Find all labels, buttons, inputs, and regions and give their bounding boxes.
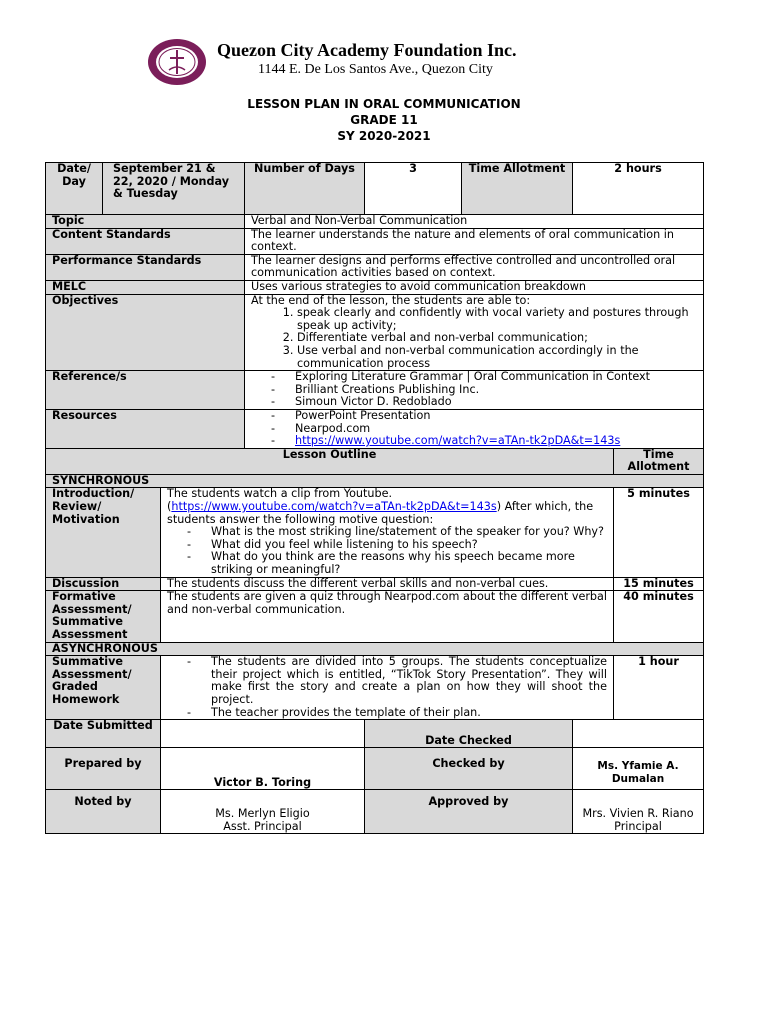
noted-by-label: Noted by bbox=[46, 790, 161, 834]
prepared-row bbox=[46, 748, 704, 790]
objectives-cell bbox=[245, 294, 704, 371]
melc-value: Uses various strategies to avoid communication breakdown bbox=[245, 280, 704, 294]
reference-item: - Brilliant Creations Publishing Inc. bbox=[271, 384, 697, 397]
discussion-label: Discussion bbox=[46, 577, 161, 591]
motive-questions-list bbox=[167, 526, 607, 576]
resource-item: - PowerPoint Presentation bbox=[271, 410, 697, 423]
intro-youtube-link[interactable]: https://www.youtube.com/watch?v=aTAn-tk2pDA&t=143s bbox=[171, 500, 497, 514]
intro-paren: ( bbox=[167, 500, 172, 514]
prepared-by-label: Prepared by bbox=[46, 748, 161, 790]
summative-row bbox=[46, 656, 704, 720]
date-checked-value bbox=[573, 720, 704, 748]
summative-list bbox=[167, 656, 607, 719]
introduction-row bbox=[46, 488, 704, 577]
objective-item: 1. speak clearly and confidently with vocal variety and postures through speak up activity; bbox=[297, 307, 697, 332]
date-value: September 21 & 22, 2020 / Monday & Tuesday bbox=[103, 163, 245, 215]
title-line-2: GRADE 11 bbox=[350, 113, 418, 127]
topic-label: Topic bbox=[46, 215, 245, 229]
days-label: Number of Days bbox=[245, 163, 365, 215]
synchronous-label: SYNCHRONOUS bbox=[46, 474, 704, 488]
introduction-text bbox=[167, 488, 607, 526]
discussion-time: 15 minutes bbox=[614, 577, 704, 591]
introduction-time: 5 minutes bbox=[614, 488, 704, 577]
resources-label: Resources bbox=[46, 409, 245, 448]
prepared-by-name: Victor B. Toring bbox=[161, 748, 365, 790]
resources-cell bbox=[245, 409, 704, 448]
intro-text-2: ) After which, the students answer the following motive question: bbox=[167, 500, 594, 526]
content-standards-row bbox=[46, 228, 704, 254]
summative-time: 1 hour bbox=[614, 656, 704, 720]
reference-item: - Simoun Victor D. Redoblado bbox=[271, 396, 697, 409]
noted-row bbox=[46, 790, 704, 834]
introduction-cell bbox=[161, 488, 614, 577]
checked-by-label: Checked by bbox=[365, 748, 573, 790]
asynchronous-label: ASYNCHRONOUS bbox=[46, 642, 704, 656]
days-value: 3 bbox=[365, 163, 462, 215]
noted-by-cell bbox=[161, 790, 365, 834]
date-submitted-value bbox=[161, 720, 365, 748]
synchronous-row bbox=[46, 474, 704, 488]
objectives-label: Objectives bbox=[46, 294, 245, 371]
title-line-1: LESSON PLAN IN ORAL COMMUNICATION bbox=[247, 97, 521, 111]
resource-youtube-link[interactable]: https://www.youtube.com/watch?v=aTAn-tk2pDA&t=143s bbox=[295, 434, 621, 448]
summative-cell bbox=[161, 656, 614, 720]
date-checked-label: Date Checked bbox=[365, 720, 573, 748]
melc-row bbox=[46, 280, 704, 294]
summative-label: Summative Assessment/ Graded Homework bbox=[46, 656, 161, 720]
formative-text: The students are given a quiz through Nearpod.com about the different verbal and non-verbal communication. bbox=[161, 591, 614, 642]
content-standards-value: The learner understands the nature and elements of oral communication in context. bbox=[245, 228, 704, 254]
objective-item: 3. Use verbal and non-verbal communication accordingly in the communication process bbox=[297, 345, 697, 370]
noted-by-title: Asst. Principal bbox=[223, 819, 302, 833]
reference-item: - Exploring Literature Grammar | Oral Communication in Context bbox=[271, 371, 697, 384]
introduction-label: Introduction/ Review/ Motivation bbox=[46, 488, 161, 577]
objectives-list bbox=[251, 307, 697, 370]
performance-standards-value: The learner designs and performs effective controlled and uncontrolled oral communication activities based on context. bbox=[245, 254, 704, 280]
intro-text-1: The students watch a clip from Youtube. bbox=[167, 487, 393, 501]
performance-standards-label: Performance Standards bbox=[46, 254, 245, 280]
approved-by-cell bbox=[573, 790, 704, 834]
approved-by-title: Principal bbox=[614, 819, 662, 833]
resources-row bbox=[46, 409, 704, 448]
title-line-3: SY 2020-2021 bbox=[337, 129, 431, 143]
time-label: Time Allotment bbox=[462, 163, 573, 215]
date-submitted-label: Date Submitted bbox=[46, 720, 161, 748]
noted-by-name: Ms. Merlyn Eligio bbox=[215, 806, 310, 820]
date-label: Date/ Day bbox=[46, 163, 103, 215]
objectives-row bbox=[46, 294, 704, 371]
content-standards-label: Content Standards bbox=[46, 228, 245, 254]
motive-question: - What did you feel while listening to his speech? bbox=[187, 539, 607, 552]
objective-item: 2. Differentiate verbal and non-verbal communication; bbox=[297, 332, 697, 345]
references-row bbox=[46, 371, 704, 410]
school-seal-icon bbox=[147, 38, 207, 86]
performance-standards-row bbox=[46, 254, 704, 280]
resource-item: - Nearpod.com bbox=[271, 423, 697, 436]
motive-question: - What is the most striking line/statement of the speaker for you? Why? bbox=[187, 526, 607, 539]
objectives-intro: At the end of the lesson, the students are able to: bbox=[251, 293, 531, 307]
references-cell bbox=[245, 371, 704, 410]
topic-row bbox=[46, 215, 704, 229]
discussion-row bbox=[46, 577, 704, 591]
asynchronous-row bbox=[46, 642, 704, 656]
document-title bbox=[0, 96, 768, 144]
resources-list bbox=[251, 410, 697, 448]
formative-row bbox=[46, 591, 704, 642]
motive-question: - What do you think are the reasons why his speech became more striking or meaningful? bbox=[187, 551, 607, 576]
summative-item: - The students are divided into 5 groups. The students conceptualize their project which is entitled, “TikTok Story Presentation”. They will make first the story and create a plan on how they will shoot the project. bbox=[187, 656, 607, 706]
lesson-outline-label: Lesson Outline bbox=[46, 448, 614, 474]
time-value: 2 hours bbox=[573, 163, 704, 215]
references-list bbox=[251, 371, 697, 409]
formative-time: 40 minutes bbox=[614, 591, 704, 642]
checked-by-name: Ms. Yfamie A. Dumalan bbox=[573, 748, 704, 790]
approved-by-label: Approved by bbox=[365, 790, 573, 834]
school-address: 1144 E. De Los Santos Ave., Quezon City bbox=[258, 62, 493, 77]
lesson-plan-table bbox=[45, 162, 704, 834]
date-submitted-row bbox=[46, 720, 704, 748]
approved-by-name: Mrs. Vivien R. Riano bbox=[582, 806, 694, 820]
formative-label: Formative Assessment/ Summative Assessment bbox=[46, 591, 161, 642]
school-name: Quezon City Academy Foundation Inc. bbox=[217, 40, 517, 60]
lesson-outline-header-row bbox=[46, 448, 704, 474]
info-row bbox=[46, 163, 704, 215]
time-allotment-header: Time Allotment bbox=[614, 448, 704, 474]
melc-label: MELC bbox=[46, 280, 245, 294]
references-label: Reference/s bbox=[46, 371, 245, 410]
resource-item bbox=[271, 435, 697, 448]
topic-value: Verbal and Non-Verbal Communication bbox=[245, 215, 704, 229]
summative-item: - The teacher provides the template of their plan. bbox=[187, 707, 607, 720]
discussion-text: The students discuss the different verbal skills and non-verbal cues. bbox=[161, 577, 614, 591]
